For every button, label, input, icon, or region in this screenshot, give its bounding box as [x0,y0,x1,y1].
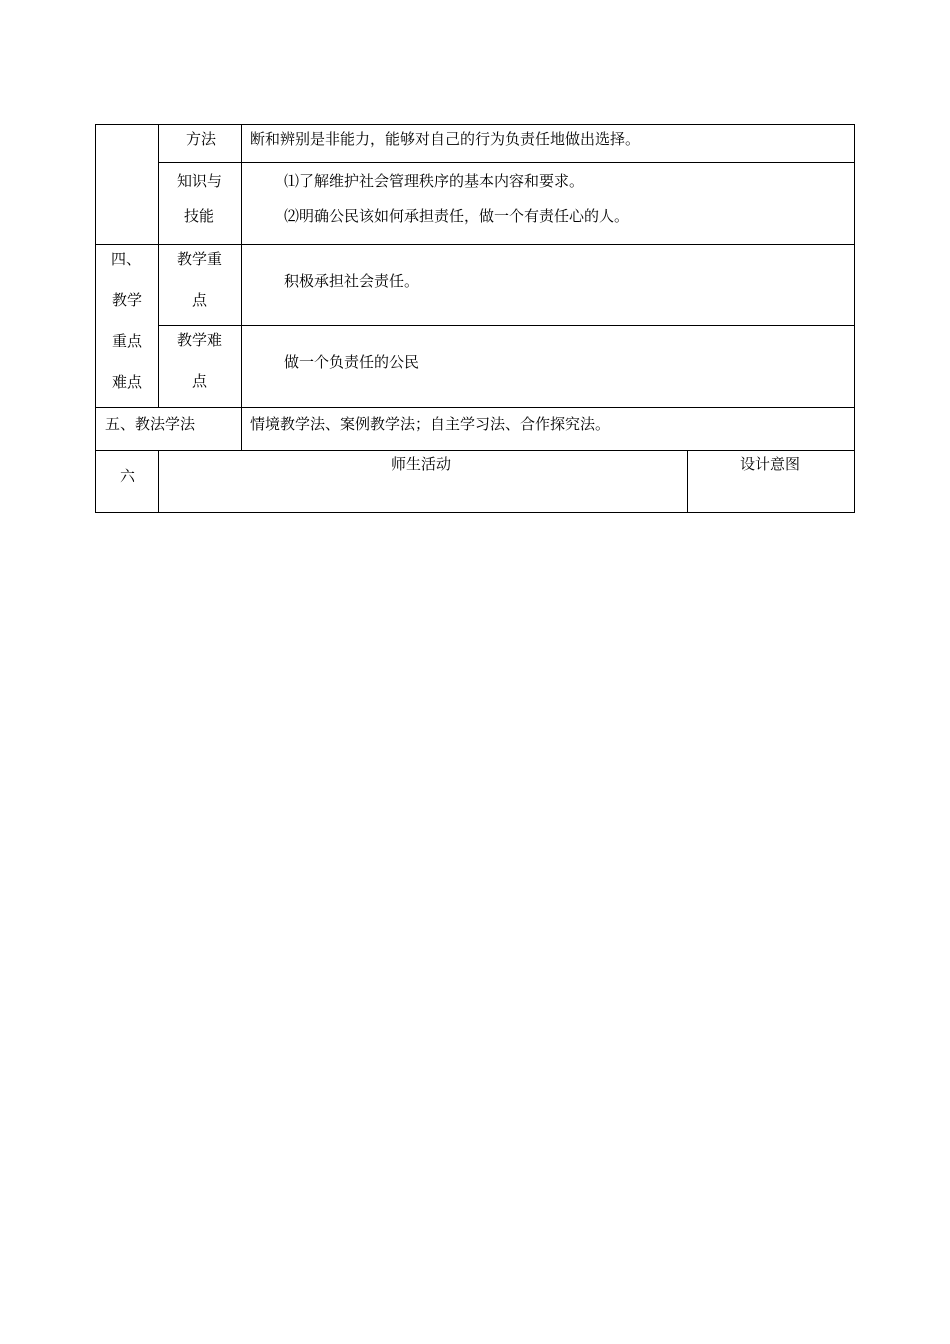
knowledge-label-line1: 知识与 [177,172,223,190]
key-point-label-line2: 点 [192,291,208,309]
cell-row1-blank [95,124,159,245]
section4-label-line2: 教学 [112,291,143,309]
cell-method-label [158,124,242,163]
cell-section5-content [241,407,855,451]
cell-key-point-label [158,244,242,326]
cell-key-point-content [241,244,855,326]
section5-content: 情境教学法、案例教学法；自主学习法、合作探究法。 [250,415,611,433]
cell-difficulty-content [241,325,855,408]
cell-knowledge-label [158,162,242,245]
section4-label-line3: 重点 [112,332,143,350]
key-point-content: 积极承担社会责任。 [284,272,420,290]
cell-knowledge-content [241,162,855,245]
activities-header: 师生活动 [391,455,452,473]
cell-section5-label [95,407,242,451]
cell-intent-header [687,450,855,513]
key-point-label-line1: 教学重 [177,250,223,268]
lesson-plan-table [95,124,855,513]
difficulty-label-line2: 点 [192,372,208,390]
section4-label-line4: 难点 [112,373,143,391]
intent-header: 设计意图 [740,455,801,473]
cell-section4-label [95,244,159,408]
cell-section6-label [95,450,159,513]
difficulty-label-line1: 教学难 [177,331,223,349]
section5-label: 五、教法学法 [105,415,196,433]
knowledge-item-1: ⑴了解维护社会管理秩序的基本内容和要求。 [284,172,585,190]
cell-difficulty-label [158,325,242,408]
cell-activities-header [158,450,688,513]
knowledge-item-2: ⑵明确公民该如何承担责任，做一个有责任心的人。 [284,207,630,225]
knowledge-label-line2: 技能 [184,207,215,225]
cell-method-content [241,124,855,163]
difficulty-content: 做一个负责任的公民 [284,353,420,371]
section4-label-line1: 四、 [111,250,142,268]
method-label: 方法 [186,130,217,148]
method-content: 断和辨别是非能力，能够对自己的行为负责任地做出选择。 [250,130,641,148]
section6-label: 六 [120,467,136,485]
